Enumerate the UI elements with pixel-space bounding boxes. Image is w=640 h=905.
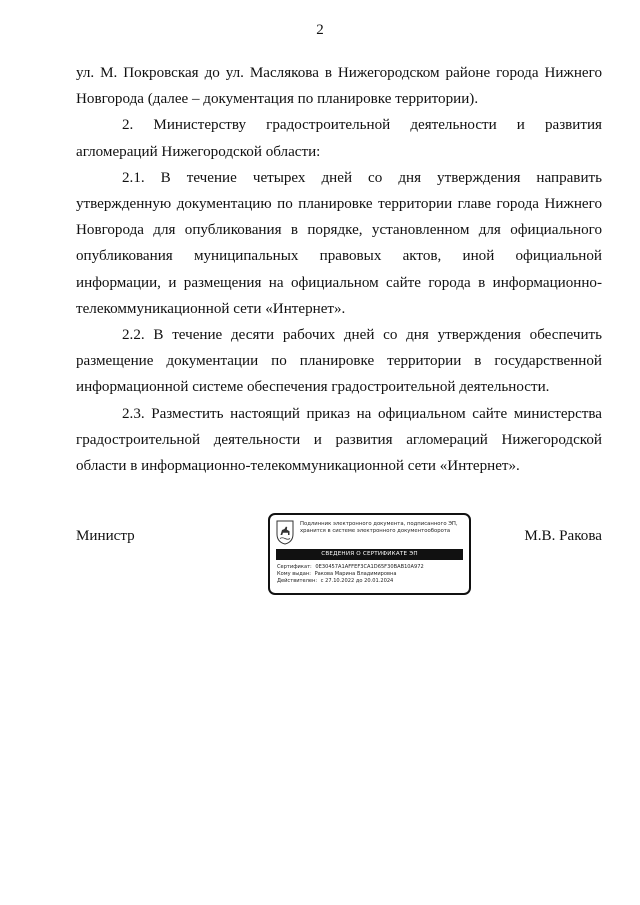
stamp-note-line: Подлинник электронного документа, подписанного ЭП, xyxy=(300,521,458,527)
stamp-header: СВЕДЕНИЯ О СЕРТИФИКАТЕ ЭП xyxy=(276,549,463,560)
paragraph-item-2: 2. Министерству градостроительной деятельности и развития агломераций Нижегородской области: xyxy=(76,117,602,160)
validity-row xyxy=(277,578,463,585)
paragraph-item-2-3: 2.3. Разместить настоящий приказ на официальном сайте министерства градостроительной деятельности и развития агломераций Нижегородской области в информационно-телекоммуникационной сети «Интернет». xyxy=(76,405,602,475)
issued-to-label: Кому выдан: xyxy=(277,571,311,578)
certificate-row xyxy=(277,564,463,571)
certificate-label: Сертификат: xyxy=(277,564,312,570)
electronic-signature-stamp xyxy=(268,513,471,595)
nizhny-novgorod-emblem-icon xyxy=(276,520,294,545)
paragraph-item-2-2: 2.2. В течение десяти рабочих дней со дня утверждения обеспечить размещение документации по планировке территории в государственной информационной системе обеспечения градостроительной деятельности. xyxy=(76,327,602,396)
validity-label: Действителен: xyxy=(277,578,318,585)
issued-to-value: Ракова Марина Владимировна xyxy=(314,571,397,578)
paragraph-continuation: ул. М. Покровская до ул. Маслякова в Нижегородском районе города Нижнего Новгорода (далее – документация по планировке территории). xyxy=(76,65,602,108)
stamp-note xyxy=(300,521,468,535)
validity-value: с 27.10.2022 до 20.01.2024 xyxy=(320,578,394,585)
signatory-name: М.В. Ракова xyxy=(524,528,602,544)
stamp-note-line: хранится в системе электронного документооборота xyxy=(300,528,451,534)
document-body xyxy=(76,60,602,479)
certificate-value: 0E30457A1AFFEF3CA1D65F30BAB10A972 xyxy=(315,564,424,570)
page-number: 2 xyxy=(316,22,324,38)
signatory-position: Министр xyxy=(76,528,135,544)
stamp-details xyxy=(277,564,463,586)
paragraph-item-2-1: 2.1. В течение четырех дней со дня утверждения направить утвержденную документацию по планировке территории главе города Нижнего Новгорода для опубликования в порядке, установленном для официального опубликования муниципальных правовых актов, иной официальной информации, и размещения на официальном сайте города в информационно-телекоммуникационной сети «Интернет». xyxy=(76,169,602,317)
